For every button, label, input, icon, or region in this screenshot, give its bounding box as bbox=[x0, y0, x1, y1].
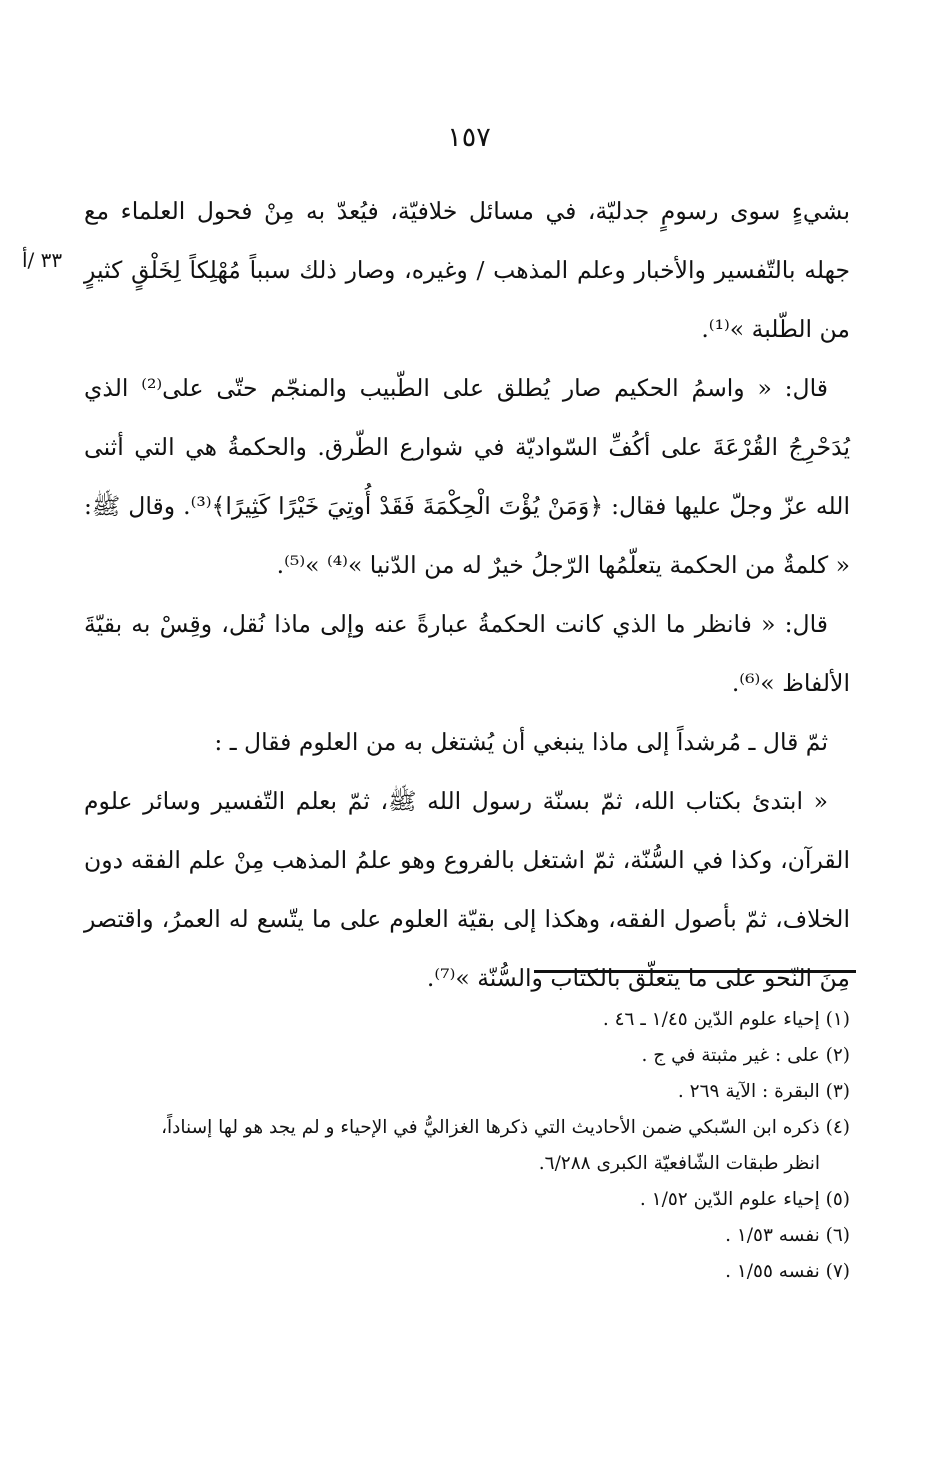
paragraph: بشيءٍ سوى رسومٍ جدليّة، في مسائل خلافيّة، فيُعدّ به مِنْ فحول العلماء مع جهله بالتّفسير والأخبار وعلم المذهب / وغيره، وصار ذلك سبباً مُهْلِكاً لِخَلْقٍ كثيرٍ من الطّلبة »⁽¹⁾. bbox=[84, 197, 850, 343]
footnote bbox=[84, 1074, 850, 1110]
paragraph: قال: « فانظر ما الذي كانت الحكمةُ عبارةً عنه وإلى ماذا نُقل، وقِسْ به بقيّةَ الألفاظ »⁽⁶⁾. bbox=[84, 610, 850, 697]
paragraph: « ابتدئ بكتاب الله، ثمّ بسنّة رسول الله ﷺ، ثمّ بعلم التّفسير وسائر علوم القرآن، وكذا في السُّنّة، ثمّ اشتغل بالفروع وهو علمُ المذهب مِنْ علم الفقه دون الخلاف، ثمّ بأصول الفقه، وهكذا إلى بقيّة العلوم على ما يتّسع له العمرُ، واقتصر مِنَ النّحو على ما يتعلّق بالكتاب والسُّنّة »⁽⁷⁾. bbox=[84, 787, 850, 992]
paragraph: قال: « واسمُ الحكيم صار يُطلق على الطّبيب والمنجّم حتّى على⁽²⁾ الذي يُدَحْرِجُ القُرْعَةَ على أكُفِّ السّواديّة في شوارع الطّرق. والحكمةُ هي التي أثنى الله عزّ وجلّ عليها فقال: ﴿وَمَنْ يُؤْتَ الْحِكْمَةَ فَقَدْ أُوتِيَ خَيْرًا كَثِيرًا﴾⁽³⁾. وقال ﷺ: « كلمةٌ من الحكمة يتعلّمُها الرّجلُ خيرٌ له من الدّنيا »⁽⁴⁾ »⁽⁵⁾. bbox=[84, 374, 850, 579]
footnote-text: (٤) ذكره ابن السّبكي ضمن الأحاديث التي ذكرها الغزاليُّ في الإحياء و لم يجد هو لها إسناداً، bbox=[161, 1117, 850, 1138]
footnote-text: (٥) إحياء علوم الدّين ١/٥٢ . bbox=[639, 1189, 850, 1210]
footnote-text: (١) إحياء علوم الدّين ١/٤٥ ـ ٤٦ . bbox=[602, 1009, 850, 1030]
page-number: ١٥٧ bbox=[447, 122, 491, 153]
footnote-text: (٢) على : غير مثبتة في ج . bbox=[641, 1045, 850, 1066]
footnote bbox=[84, 1182, 850, 1218]
paragraph: ثمّ قال ـ مُرشداً إلى ماذا ينبغي أن يُشتغل به من العلوم فقال ـ : bbox=[214, 728, 828, 756]
footnote-divider bbox=[534, 970, 856, 973]
footnote bbox=[84, 1038, 850, 1074]
footnote-continuation: انظر طبقات الشّافعيّة الكبرى ٦/٢٨٨. bbox=[538, 1153, 820, 1174]
footnote bbox=[84, 1110, 850, 1182]
footnote bbox=[84, 1218, 850, 1254]
footnote-text: (٦) نفسه ١/٥٣ . bbox=[725, 1225, 850, 1246]
footnote bbox=[84, 1002, 850, 1038]
footnotes bbox=[84, 1002, 850, 1290]
footnote-text: (٧) نفسه ١/٥٥ . bbox=[725, 1261, 850, 1282]
main-text bbox=[84, 182, 850, 1008]
manuscript-folio-note: ٣٣ /أ bbox=[22, 248, 63, 272]
footnote bbox=[84, 1254, 850, 1290]
footnote-text: (٣) البقرة : الآية ٢٦٩ . bbox=[677, 1081, 850, 1102]
